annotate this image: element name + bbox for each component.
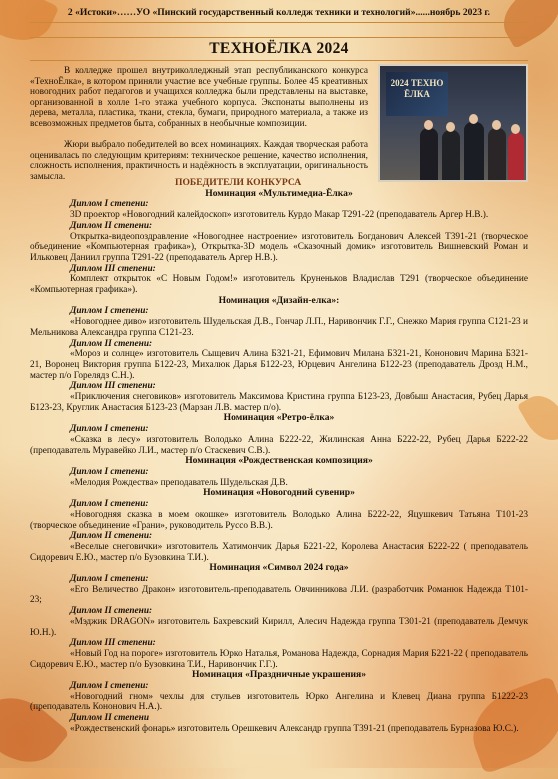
nomination-heading: Номинация «Дизайн-елка»: [218, 294, 340, 306]
award-entry: «Сказка в лесу» изготовитель Володько Алина Б222-22, Жилинская Анна Б222-22, Рубец Дарья Б222-22 (преподаватель Муравейко Л.И., мастер п/о Стаскевич С.В.). [30, 434, 528, 456]
award-entry: Комплект открыток «С Новым Годом!» изготовитель Круненьков Владислав Т291 (творческое объединение «Компьютерная графика»). [30, 274, 528, 296]
diploma-label: Диплом II степени: [70, 220, 153, 231]
nomination-heading: Номинация «Рождественская композиция» [185, 455, 373, 467]
diploma-label: Диплом I степени: [70, 466, 149, 477]
nomination-heading: Номинация «Символ 2024 года» [209, 562, 349, 574]
photo-person [464, 122, 484, 180]
award-entry: Открытка-видеопоздравление «Новогоднее настроение» изготовитель Богданович Алексей Т391-21 (творческое объединение «Компьютерная графика»), Открытка-3D модель «Сказочный домик» изготовитель Вишневский Роман и Ильковец Даниил группа Т291-22 (преподаватель Аргер Н.В.). [30, 231, 528, 263]
winners-heading: ПОБЕДИТЕЛИ КОНКУРСА [175, 177, 302, 188]
photo-person-head [446, 122, 455, 132]
title-rule-bottom [30, 60, 528, 61]
photo-banner: 2024 ТЕХНО ЁЛКА [386, 72, 448, 116]
award-entry: «Его Величество Дракон» изготовитель-преподаватель Овчинникова Л.И. (разработчик Романюк Надежда Т101-23; [30, 584, 528, 606]
diploma-label: Диплом I степени: [70, 499, 149, 510]
nomination-heading: Номинация «Мультимедиа-Ёлка» [205, 187, 353, 199]
award-entry: «Веселые снеговички» изготовитель Хатимончик Дарья Б221-22, Королева Анастасия Б222-22 ( преподаватель Сидоревич Е.Ю., мастер п/о Бузовкина Т.И.). [30, 541, 528, 563]
jury-paragraph: Жюри выбрало победителей во всех номинациях. Каждая творческая работа оценивалась по следующим критериям: техническое решение, качество исполнения, сложность исполнения, практичность и надёжность в эксплуатации, оригинальность замысла. [30, 140, 368, 182]
photo-person [420, 128, 438, 180]
diploma-label: Диплом III степени: [70, 381, 156, 392]
award-entry: «Новогодний гном» чехлы для стульев изготовитель Юрко Ангелина и Клевец Диана группа Б1222-23 (преподаватель Кононович Н.А.). [30, 691, 528, 713]
award-entry: «Новый Год на пороге» изготовитель Юрко Наталья, Романова Надежда, Сорнадия Мария Б221-22 ( преподаватель Сидоревич Е.Ю., мастер п/о Бузовкина Т.И., Наривончик Г.Г.). [30, 648, 528, 670]
award-entry: «Новогоднее диво» изготовитель Шудельская Д.В., Гончар Л.П., Наривончик Г.Г., Снежко Мария группа С121-23 и Мельникова Александра группа С121-23. [30, 317, 528, 338]
intro-paragraph: В колледже прошел внутриколледжный этап республиканского конкурса «ТехноЁлка», в котором приняли участие все учебные группы. Более 45 креативных новогодних работ педагогов и учащихся колледжа были представлены на выставке, организованной в холле 1-го этажа учебного корпуса. Экспонаты выполнены из дерева, металла, пластика, ткани, стекла, бумаги, природного материала, а также из всевозможных предметов быта, собранных в необычные композиции. [30, 66, 368, 129]
diploma-label: Диплом II степени: [70, 531, 153, 542]
award-entry: «Рождественский фонарь» изготовитель Орешкевич Александр группа Т391-21 (преподаватель Бурназова Ю.С.). [70, 723, 519, 734]
diploma-label: Диплом II степени [70, 713, 150, 724]
award-entry: «Новогодняя сказка в моем окошке» изготовитель Володько Алина Б222-22, Яцушкевич Татьяна Т101-23 (творческое объединение «Грани», руководитель Руссо В.В.). [30, 509, 528, 531]
award-entry: «Приключения снеговиков» изготовитель Максимова Кристина группа Б123-23, Довбыш Анастасия, Рубец Дарья Б123-23, Круглик Анастасия Б123-23 (Марзан Л.В. мастер п/о). [30, 392, 528, 413]
page-title: ТЕХНОЁЛКА 2024 [209, 40, 349, 57]
diploma-label: Диплом I степени: [70, 306, 149, 317]
photo-person [442, 130, 460, 180]
header-rule [30, 22, 528, 23]
diploma-label: Диплом I степени: [70, 681, 149, 692]
winners-section [30, 178, 528, 735]
photo-person [508, 132, 524, 180]
page-header: 2 «Истоки»……УО «Пинский государственный колледж техники и технологий»......ноябрь 2023 г. [67, 7, 491, 18]
award-entry: «Мороз и солнце» изготовитель Сыщевич Алина Б321-21, Ефимович Милана Б321-21, Кононович Марина Б321-21, Воронец Виктория группа Б122-23, Михалюк Дарья Б122-23, Юрцевич Ангелина Б122-23 (преподаватель Дрозд Н.М., мастер п/о Горелядз С.Н.). [30, 349, 528, 381]
award-entry: «Мелодия Рождества» преподаватель Шудельская Д.В. [70, 477, 288, 488]
photo-person-head [469, 114, 478, 124]
nomination-heading: Номинация «Ретро-ёлка» [223, 412, 335, 424]
photo-person [488, 128, 506, 180]
diploma-label: Диплом I степени: [70, 199, 149, 210]
award-entry: 3D проектор «Новогодний калейдоскоп» изготовитель Курдо Макар Т291-22 (преподаватель Аргер Н.В.). [70, 210, 489, 221]
photo-person-head [492, 120, 501, 130]
award-entry: «Мэджик DRAGON» изготовитель Бахревский Кирилл, Алесич Надежда группа Т301-21 (преподаватель Демчук Ю.Н.). [30, 616, 528, 638]
photo-person-head [511, 124, 520, 134]
diploma-label: Диплом II степени: [70, 606, 153, 617]
diploma-label: Диплом III степени: [70, 638, 156, 649]
diploma-label: Диплом III степени: [70, 263, 156, 274]
diploma-label: Диплом I степени: [70, 424, 149, 435]
photo-person-head [424, 120, 433, 130]
diploma-label: Диплом II степени: [70, 338, 153, 349]
event-photo [378, 64, 528, 182]
nomination-heading: Номинация «Новогодний сувенир» [203, 487, 355, 499]
diploma-label: Диплом I степени: [70, 574, 149, 585]
winners-list [30, 189, 528, 735]
title-rule-top [30, 37, 528, 38]
nomination-heading: Номинация «Праздничные украшения» [191, 669, 367, 681]
